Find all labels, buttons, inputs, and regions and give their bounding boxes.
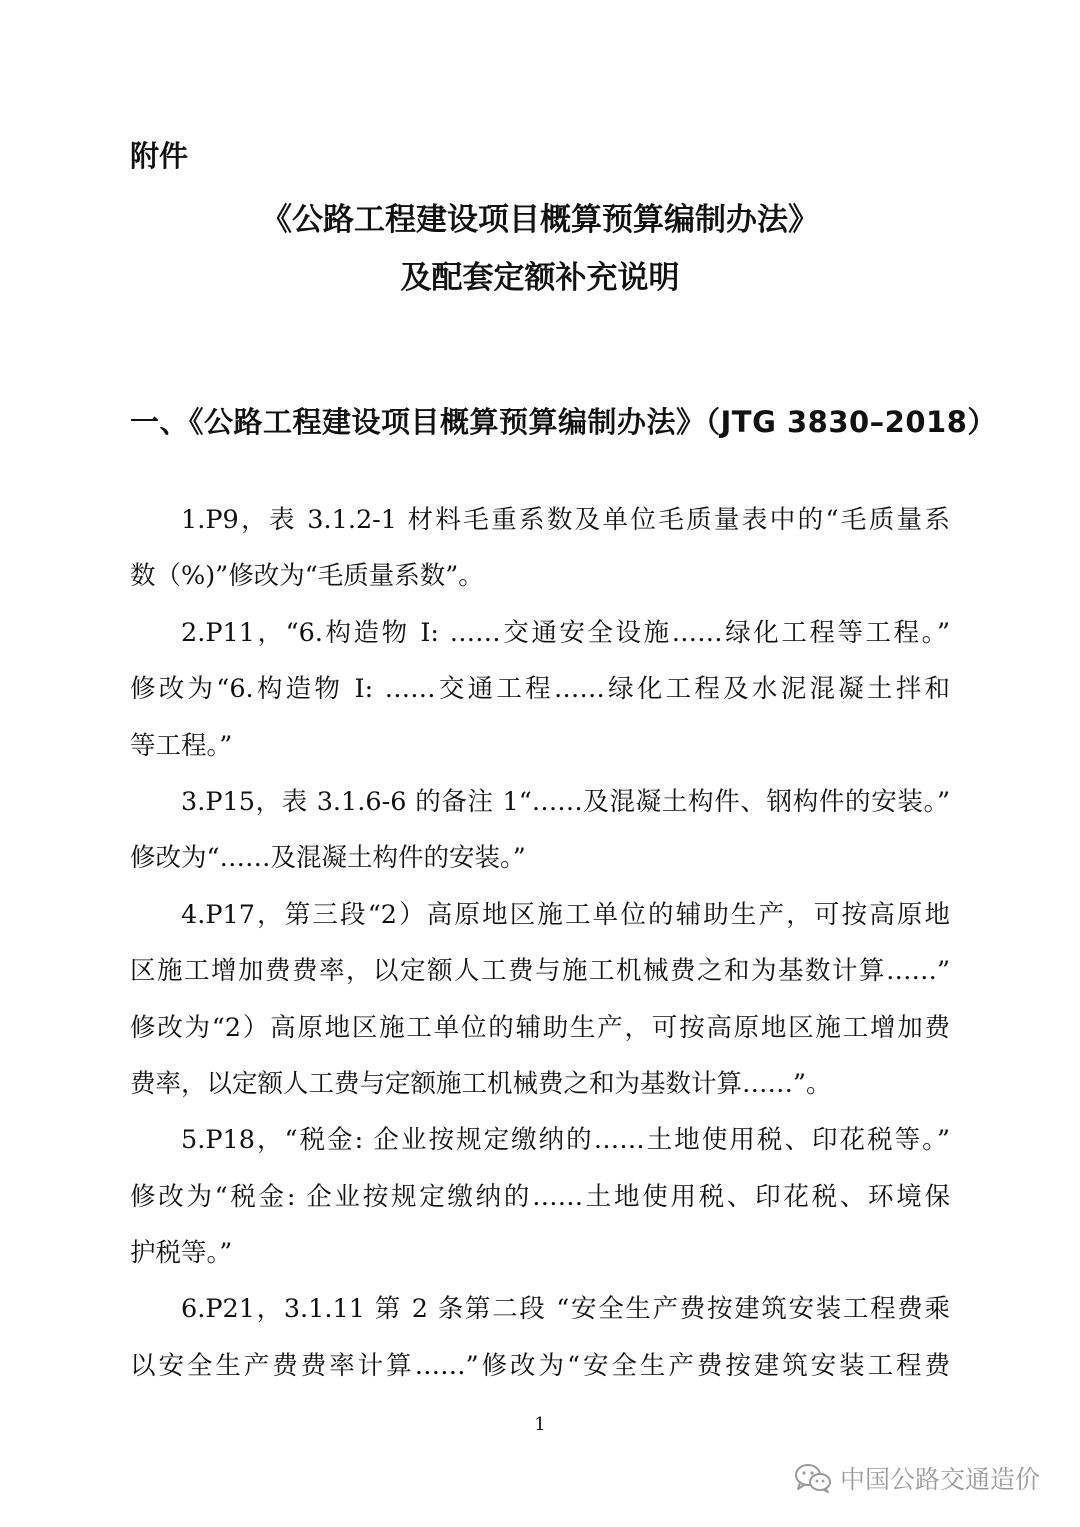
item-1-line-2: 数（%)”修改为“毛质量系数”。 xyxy=(130,561,484,592)
item-5-line-3: 护税等。” xyxy=(130,1238,233,1269)
watermark-text: 中国公路交通造价 xyxy=(839,1465,1040,1494)
page-number: 1 xyxy=(534,1414,546,1435)
item-2-line-2: 修改为“6.构造物 I: ……交通工程……绿化工程及水泥混凝土拌和 xyxy=(130,674,950,705)
item-2-line-3: 等工程。” xyxy=(130,730,233,761)
item-3-line-2: 修改为“……及混凝土构件的安装。” xyxy=(130,843,526,874)
item-5-line-1: 5.P18，“税金: 企业按规定缴纳的……土地使用税、印花税等。” xyxy=(181,1125,950,1156)
item-4-line-3: 修改为“2）高原地区施工单位的辅助生产，可按高原地区施工增加费 xyxy=(130,1012,950,1043)
item-4-line-4: 费率，以定额人工费与定额施工机械费之和为基数计算……”。 xyxy=(130,1068,832,1099)
item-5-line-2: 修改为“税金: 企业按规定缴纳的……土地使用税、印花税、环境保 xyxy=(130,1181,950,1212)
wechat-icon xyxy=(794,1463,832,1493)
document-title-line-2: 及配套定额补充说明 xyxy=(400,260,680,296)
document-body xyxy=(130,492,950,1394)
item-4-line-2: 区施工增加费费率，以定额人工费与施工机械费之和为基数计算……” xyxy=(130,956,950,987)
item-1-line-1: 1.P9，表 3.1.2-1 材料毛重系数及单位毛质量表中的“毛质量系 xyxy=(181,505,950,535)
watermark xyxy=(794,1460,1040,1496)
item-3-line-1: 3.P15，表 3.1.6-6 的备注 1“……及混凝土构件、钢构件的安装。” xyxy=(181,786,950,817)
item-2-line-1: 2.P11，“6.构造物 I: ……交通安全设施……绿化工程等工程。” xyxy=(181,617,950,648)
section-heading: 一、《公路工程建设项目概算预算编制办法》（JTG 3830–2018） xyxy=(130,405,997,439)
attachment-label: 附件 xyxy=(130,139,189,173)
document-title-line-1: 《公路工程建设项目概算预算编制办法》 xyxy=(261,202,819,238)
item-6-line-1: 6.P21，3.1.11 第 2 条第二段 “安全生产费按建筑安装工程费乘 xyxy=(181,1294,950,1325)
item-4-line-1: 4.P17，第三段“2）高原地区施工单位的辅助生产，可按高原地 xyxy=(181,899,950,930)
item-6-line-2: 以安全生产费费率计算……”修改为“安全生产费按建筑安装工程费 xyxy=(130,1350,950,1381)
